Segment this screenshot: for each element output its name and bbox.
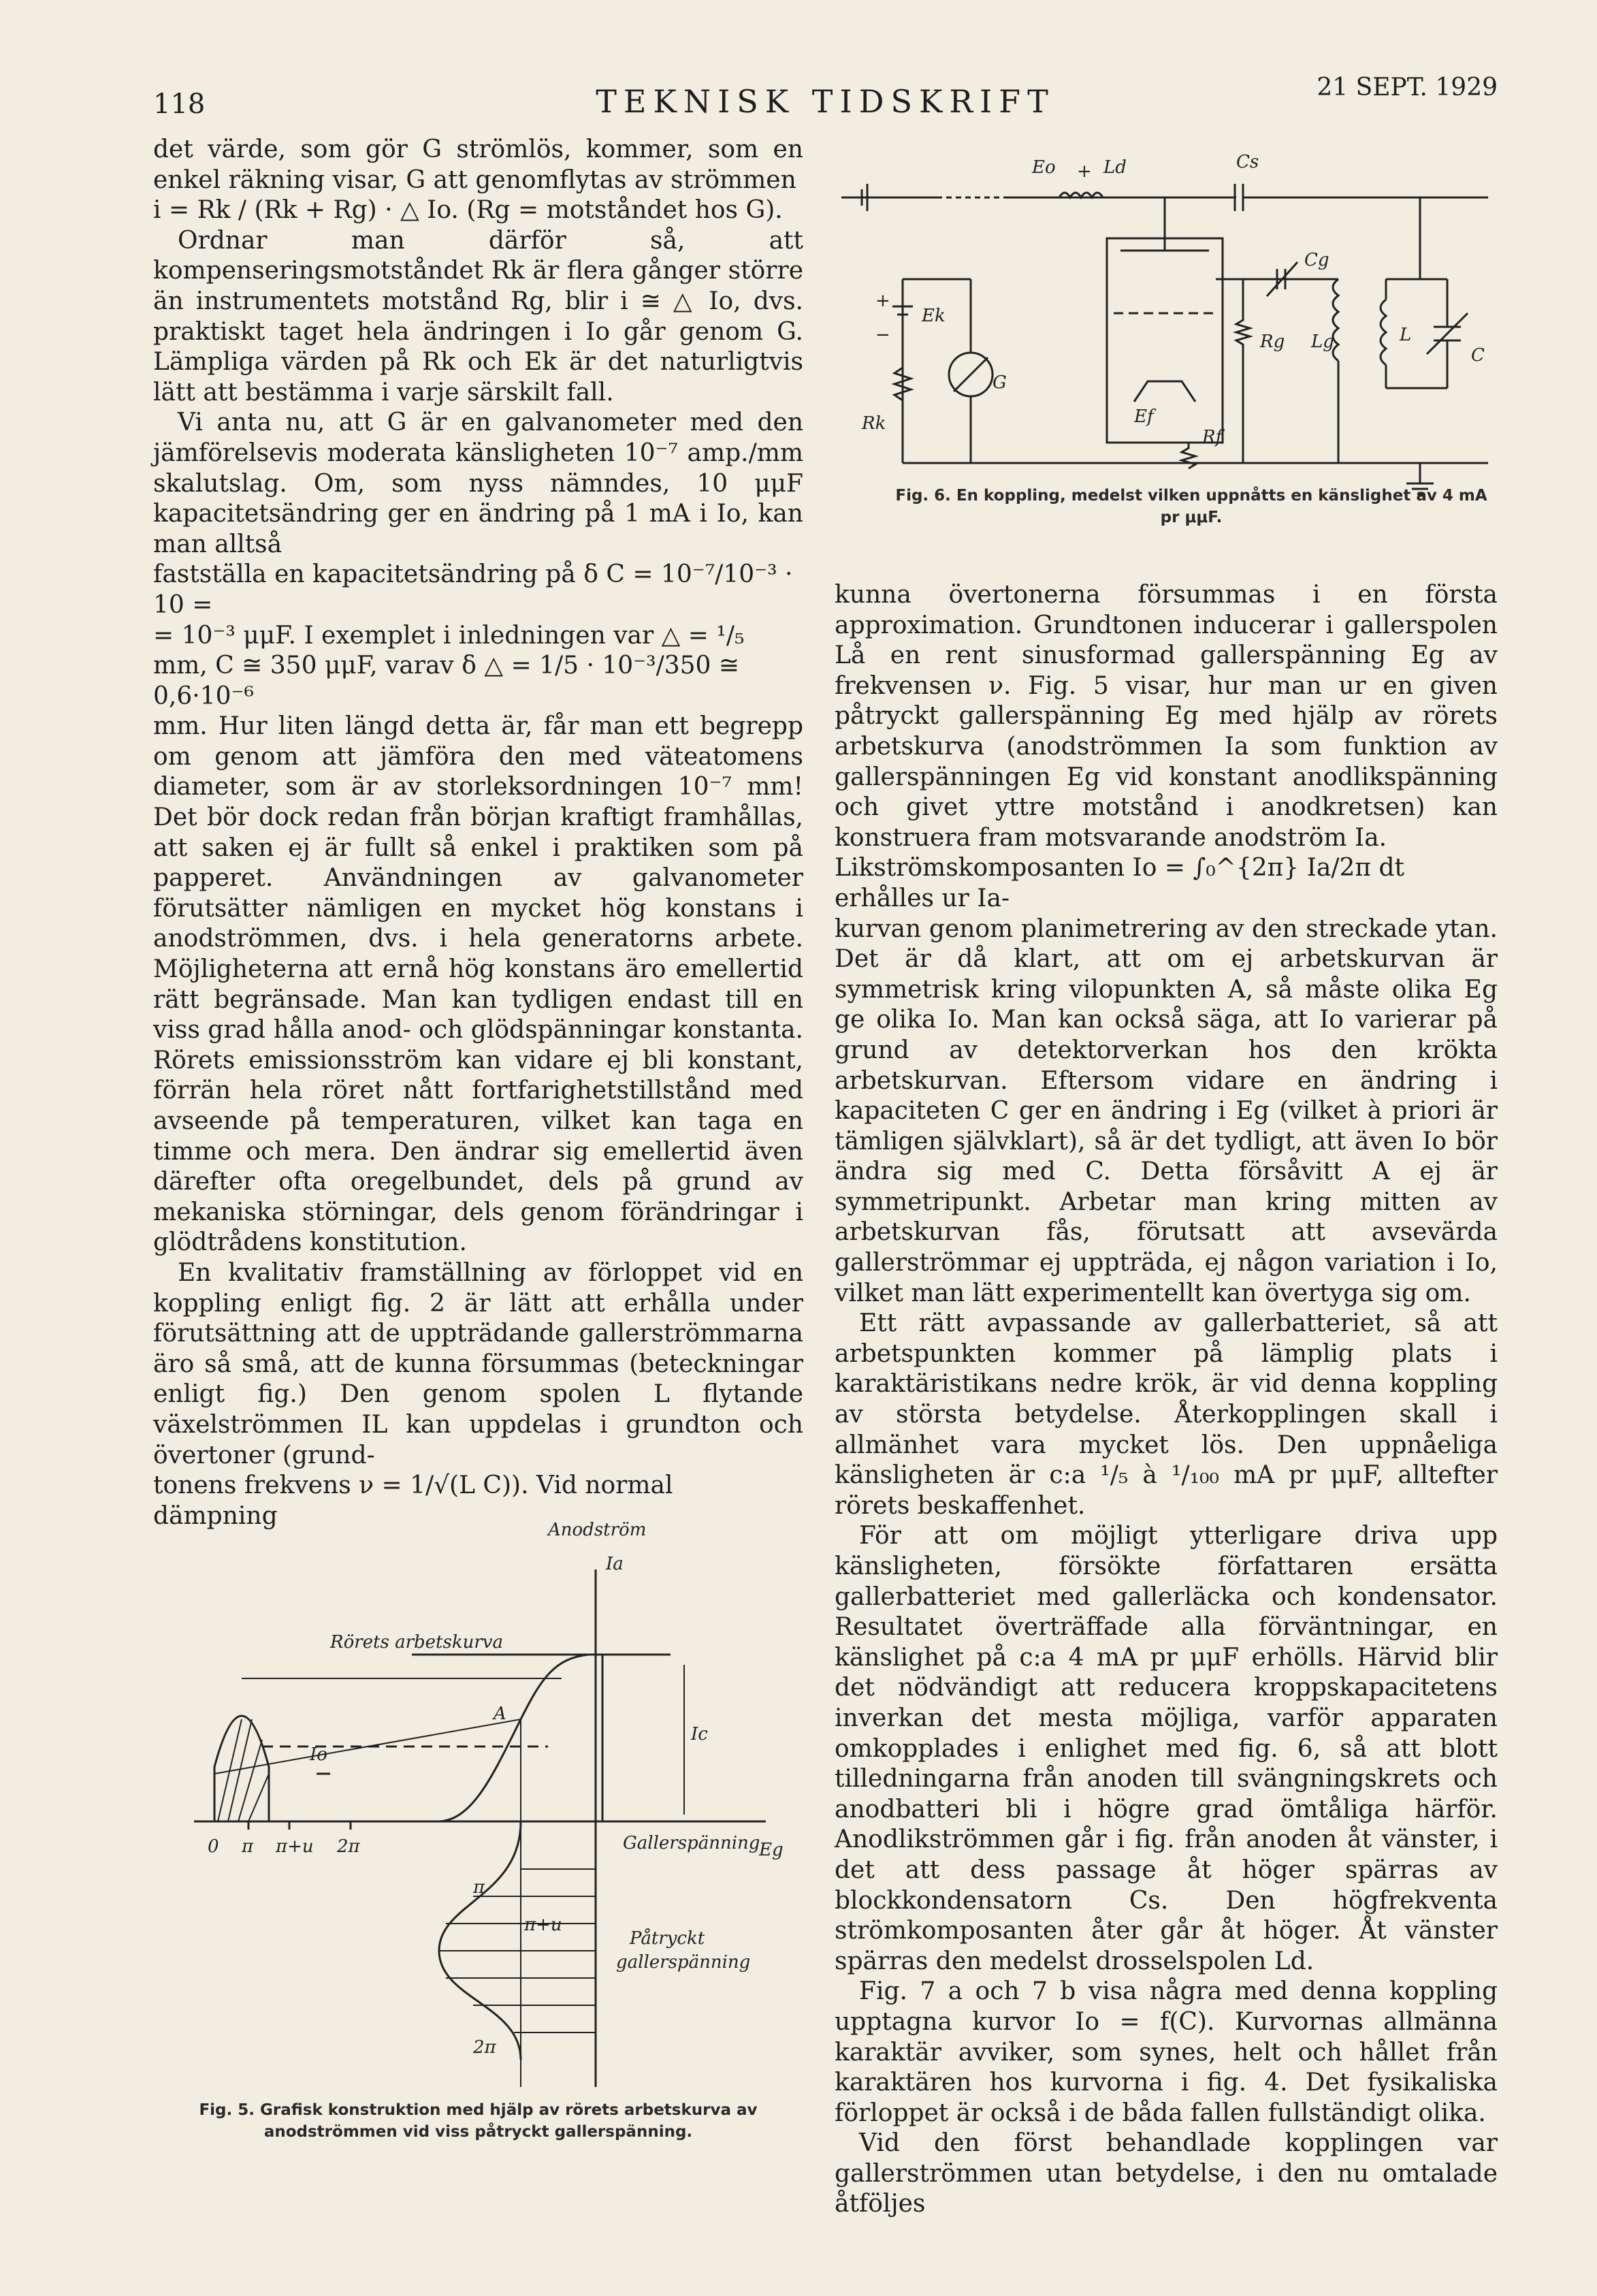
equation: i = Rk / (Rk + Rg) · △ Io. (Rg = motståndet hos G). <box>153 196 783 225</box>
label-two-pi: 2π <box>337 1836 360 1857</box>
label-lg: Lg <box>1311 332 1334 352</box>
right-column <box>835 580 1498 2220</box>
journal-title: TEKNISK TIDSKRIFT <box>596 83 1055 120</box>
label-pi-u: π+u <box>276 1836 314 1857</box>
label-patryckt-spanning: gallerspänning <box>616 1952 751 1973</box>
paragraph: Fig. 7 a och 7 b visa några med denna koppling upptagna kurvor Io = f(C). Kurvornas allmänna karaktär avviker, som synes, helt och hållet från karaktären hos kurvorna i fig. 4. Det fysikaliska förloppet är också i de båda fallen fullständigt olika. <box>835 1977 1498 2127</box>
page-header <box>153 74 1498 128</box>
paragraph: En kvalitativ framställning av förloppet vid en koppling enligt fig. 2 är lätt att erhålla under förutsättning att de uppträdande gallerströmmarna äro så små, att de kunna försummas (beteckningar enligt fig.) Den genom spolen L flytande växelströmmen IL kan uppdelas i grundton och övertoner (grund- <box>153 1258 803 1469</box>
circuit-diagram <box>835 143 1498 524</box>
label-ef: Ef <box>1134 406 1154 427</box>
paragraph: det värde, som gör G strömlös, kommer, som en enkel räkning visar, G att genomflytas av strömmen <box>153 135 803 194</box>
paragraph: Ordnar man därför så, att kompenseringsmotståndet Rk är flera gånger större än instrumentets motstånd Rg, blir i ≅ △ Io, dvs. praktiskt taget hela ändringen i Io går genom G. Lämpliga värden på Rk och Ek är det naturligtvis lätt att bestämma i varje särskilt fall. <box>153 226 803 406</box>
label-pi: π <box>242 1836 254 1857</box>
label-l: L <box>1400 325 1412 345</box>
label-pi-u-low: π+u <box>524 1915 562 1935</box>
paragraph: Vid den först behandlade kopplingen var gallerströmmen utan betydelse, i den nu omtalade åtföljes <box>835 2129 1498 2218</box>
label-anodstrom: Anodström <box>548 1520 647 1540</box>
figure-5-construction <box>153 1515 803 2094</box>
label-a: A <box>494 1704 506 1724</box>
label-patryckt: Påtryckt <box>630 1928 705 1949</box>
figure-6-caption: Fig. 6. En koppling, medelst vilken uppnåtts en känslighet av 4 mA pr μμF. <box>895 487 1487 526</box>
label-arbetskurva: Rörets arbetskurva <box>330 1632 503 1653</box>
label-eg: Eg <box>759 1840 784 1860</box>
paragraph: kurvan genom planimetrering av den streckade ytan. Det är då klart, att om ej arbetskurvan är symmetrisk kring vilopunkten A, så måste olika Eg ge olika Io. Man kan också säga, att Io varierar på grund av detektorverkan hos den krökta arbetskurvan. Eftersom vidare en ändring i kapaciteten C ger en ändring i Eg (vilket à priori är tämligen självklart), så är det tydligt, att även Io bör ändra sig med C. Detta försåvitt A ej är symmetripunkt. Arbetar man kring mitten av arbetskurvan fås, förutsatt att avsevärda gallerströmmar ej uppträda, ej någon variation i Io, vilket man lätt experimentellt kan övertyga sig om. <box>835 914 1498 1307</box>
paragraph: För att om möjligt ytterligare driva upp känsligheten, försökte författaren ersätta gallerbatteriet med gallerläcka och kondensator. Resultatet överträffade alla förväntningar, en känslighet på c:a 4 mA pr μμF erhölls. Härvid blir det nödvändigt att reducera kroppskapacitetens inverkan det mesta möjliga, varför apparaten omkopplades i enlighet med fig. 6, så att blott tilledningarna från anoden till svängningskrets och anodbatteri bli i högre grad ömtåliga härför. Anodlikströmmen går i fig. från anoden åt vänster, i det att dess passage åt höger spärras av blockkondensatorn Cs. Den högfrekventa strömkomposanten åter går åt höger. Åt vänster spärras den medelst drosselspolen Ld. <box>835 1522 1498 1975</box>
label-ld: Ld <box>1103 157 1127 178</box>
label-minus-left: − <box>875 325 890 345</box>
label-rk: Rk <box>862 413 886 434</box>
equation: Likströmskomposanten Io = ∫₀^{2π} Ia/2π dt erhålles ur Ia- <box>835 854 1404 912</box>
equation: tonens frekvens ν = 1/√(L C)). Vid normal dämpning <box>153 1471 673 1530</box>
label-io: Io <box>310 1744 327 1765</box>
equation: = 10⁻³ μμF. I exemplet i inledningen var △ = ¹/₅ <box>153 621 745 650</box>
label-pi-low: π <box>473 1877 485 1898</box>
page-number: 118 <box>153 89 206 120</box>
figure-5-caption: Fig. 5. Grafisk konstruktion med hjälp av rörets arbetskurva av anodströmmen vid viss påtryckt gallerspänning. <box>199 2101 758 2141</box>
issue-date: 21 SEPT. 1929 <box>1317 74 1498 101</box>
label-rg: Rg <box>1260 332 1285 352</box>
equation: mm, C ≅ 350 μμF, varav δ △ = 1/5 · 10⁻³/350 ≅ 0,6·10⁻⁶ <box>153 652 740 710</box>
label-rf: Rf <box>1202 427 1223 447</box>
label-ek: Ek <box>922 306 946 326</box>
label-gallerspanning: Gallerspänning <box>623 1833 760 1853</box>
paragraph: Ett rätt avpassande av gallerbatteriet, så att arbetspunkten kommer på lämplig plats i karaktäristikans nedre krök, är vid denna koppling av största betydelse. Återkopplingen skall i allmänhet vara mycket lös. Den uppnåeliga känsligheten är c:a ¹/₅ à ¹/₁₀₀ mA pr μμF, alltefter rörets beskaffenhet. <box>835 1309 1498 1520</box>
label-ic: Ic <box>691 1724 708 1744</box>
label-two-pi-low: 2π <box>473 2037 496 2058</box>
label-cg: Cg <box>1304 250 1329 270</box>
paragraph: kunna övertonerna försummas i en första approximation. Grundtonen inducerar i gallerspolen Lå en rent sinusformad gallerspänning Eg av frekvensen ν. Fig. 5 visar, hur man ur en given påtryckt gallerspänning Eg med hjälp av rörets arbetskurva (anodströmmen Ia som funktion av gallerspänningen Eg vid konstant anodlikspänning och givet yttre motstånd i anodkretsen) kan konstruera fram motsvarande anodström Ia. <box>835 581 1498 852</box>
construction-diagram <box>153 1515 803 2094</box>
label-plus-left: + <box>875 291 890 311</box>
equation: fastställa en kapacitetsändring på δ C = 10⁻⁷/10⁻³ · 10 = <box>153 560 793 619</box>
label-eo: Eo <box>1032 157 1056 178</box>
label-c: C <box>1471 345 1485 366</box>
label-zero: 0 <box>208 1836 219 1857</box>
label-g: G <box>993 372 1007 393</box>
paragraph: mm. Hur liten längd detta är, får man ett begrepp om genom att jämföra den med väteatomens diameter, som är av storleksordningen 10⁻⁷ mm! Det bör dock redan från början kraftigt framhållas, att saken ej är fullt så enkel i praktiken som på papperet. Användningen av galvanometer förutsätter nämligen en mycket hög konstans i anodströmmen, dvs. i hela generatorns arbete. Möjligheterna att ernå hög konstans äro emellertid rätt begränsade. Man kan tydligen endast till en viss grad hålla anod- och glödspänningar konstanta. Rörets emissionsström kan vidare ej bli konstant, förrän hela röret nått fortfarighetstillstånd med avseende på temperaturen, vilket kan taga en timme och mera. Den ändrar sig emellertid även därefter ofta oregelbundet, dels på grund av mekaniska störningar, dels genom förändringar i glödtrådens konstitution. <box>153 712 803 1257</box>
figure-6-circuit <box>835 143 1498 524</box>
left-column <box>153 135 803 1531</box>
paragraph: Vi anta nu, att G är en galvanometer med den jämförelsevis moderata känsligheten 10⁻⁷ amp./mm skalutslag. Om, som nyss nämndes, 10 μμF kapacitetsändring ger en ändring på 1 mA i Io, kan man alltså <box>153 409 803 558</box>
label-ia: Ia <box>606 1554 624 1574</box>
label-plus: + <box>1077 161 1092 182</box>
label-cs: Cs <box>1236 152 1259 172</box>
